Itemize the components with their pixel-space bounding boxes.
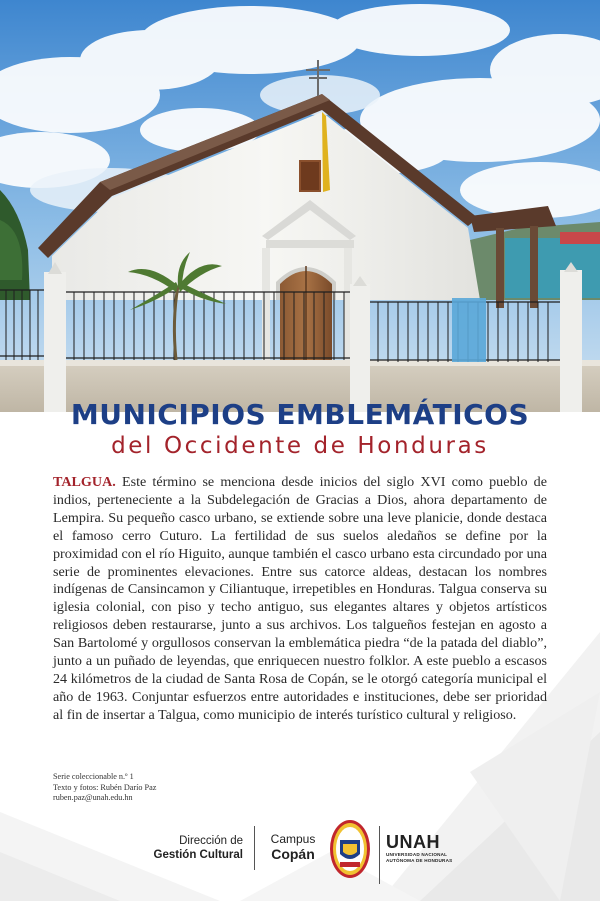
- dgc-line2: Gestión Cultural: [153, 849, 243, 861]
- dgc-line1: Dirección de: [179, 835, 243, 847]
- footer-divider-2: [379, 826, 380, 884]
- unah-name: UNAH: [386, 832, 440, 852]
- article-lead: TALGUA.: [53, 474, 122, 490]
- unah-seal-icon: [328, 818, 372, 880]
- author-email: ruben.paz@unah.edu.hn: [53, 793, 133, 803]
- unah-sub2: AUTÓNOMA DE HONDURAS: [386, 857, 453, 863]
- article-text: [53, 474, 547, 725]
- campus-copan-logo: [264, 832, 322, 862]
- campus-line2: Copán: [271, 846, 315, 862]
- page-title: MUNICIPIOS EMBLEMÁTICOS: [70, 398, 530, 431]
- church-photo: [0, 0, 600, 412]
- unah-logo: [386, 832, 452, 863]
- series-label: Serie coleccionable n.º 1: [53, 772, 134, 781]
- footer-logos: [0, 820, 600, 901]
- credits: [53, 772, 156, 804]
- author-label: Texto y fotos: Rubén Darío Paz: [53, 782, 157, 792]
- footer-divider: [254, 826, 255, 870]
- article-body: Este término se menciona desde inicios del siglo XVI como pueblo de indios, perteneciente a la Subdelegación de Gracias a Dios, ahora departamento de Lempira. Su pequeño casco urbano, se extiende sobre una leve planicie, donde destaca el famoso cerro Cuturo. La fertilidad de sus suelos aledaños se define por la proximidad con el río Higuito, aunque también el casco urbano esta circundado por una serie de prominentes elevaciones. Entre sus catorce aldeas, destacan los nombres indígenas de Cansincamon y Ciliantuque, irrepetibles en Honduras. Talgua conserva su iglesia colonial, con piso y techo antiguo, sus elegantes altares y objetos artísticos religiosos deben restaurarse, junto a sus archivos. Los talgueños festejan en agosto a San Bartolomé y orgullosos conservan la emblemática piedra “de la patada del diablo”, junto a un puñado de leyendas, que enriquecen nuestro folklor. A este pueblo a escasos 24 kilómetros de la ciudad de Santa Rosa de Copán, se le otorgó categoría municipal el año de 1963. Conjuntar esfuerzos entre autoridades e instituciones, debe ser prioridad al fin de insertar a Talgua, como municipio de interés turístico cultural y religioso.: [53, 474, 547, 723]
- unah-sub1: UNIVERSIDAD NACIONAL: [386, 852, 448, 857]
- campus-line1: Campus: [270, 832, 316, 846]
- gestion-cultural-logo: [148, 834, 243, 862]
- page-subtitle: del Occidente de Honduras: [111, 433, 489, 459]
